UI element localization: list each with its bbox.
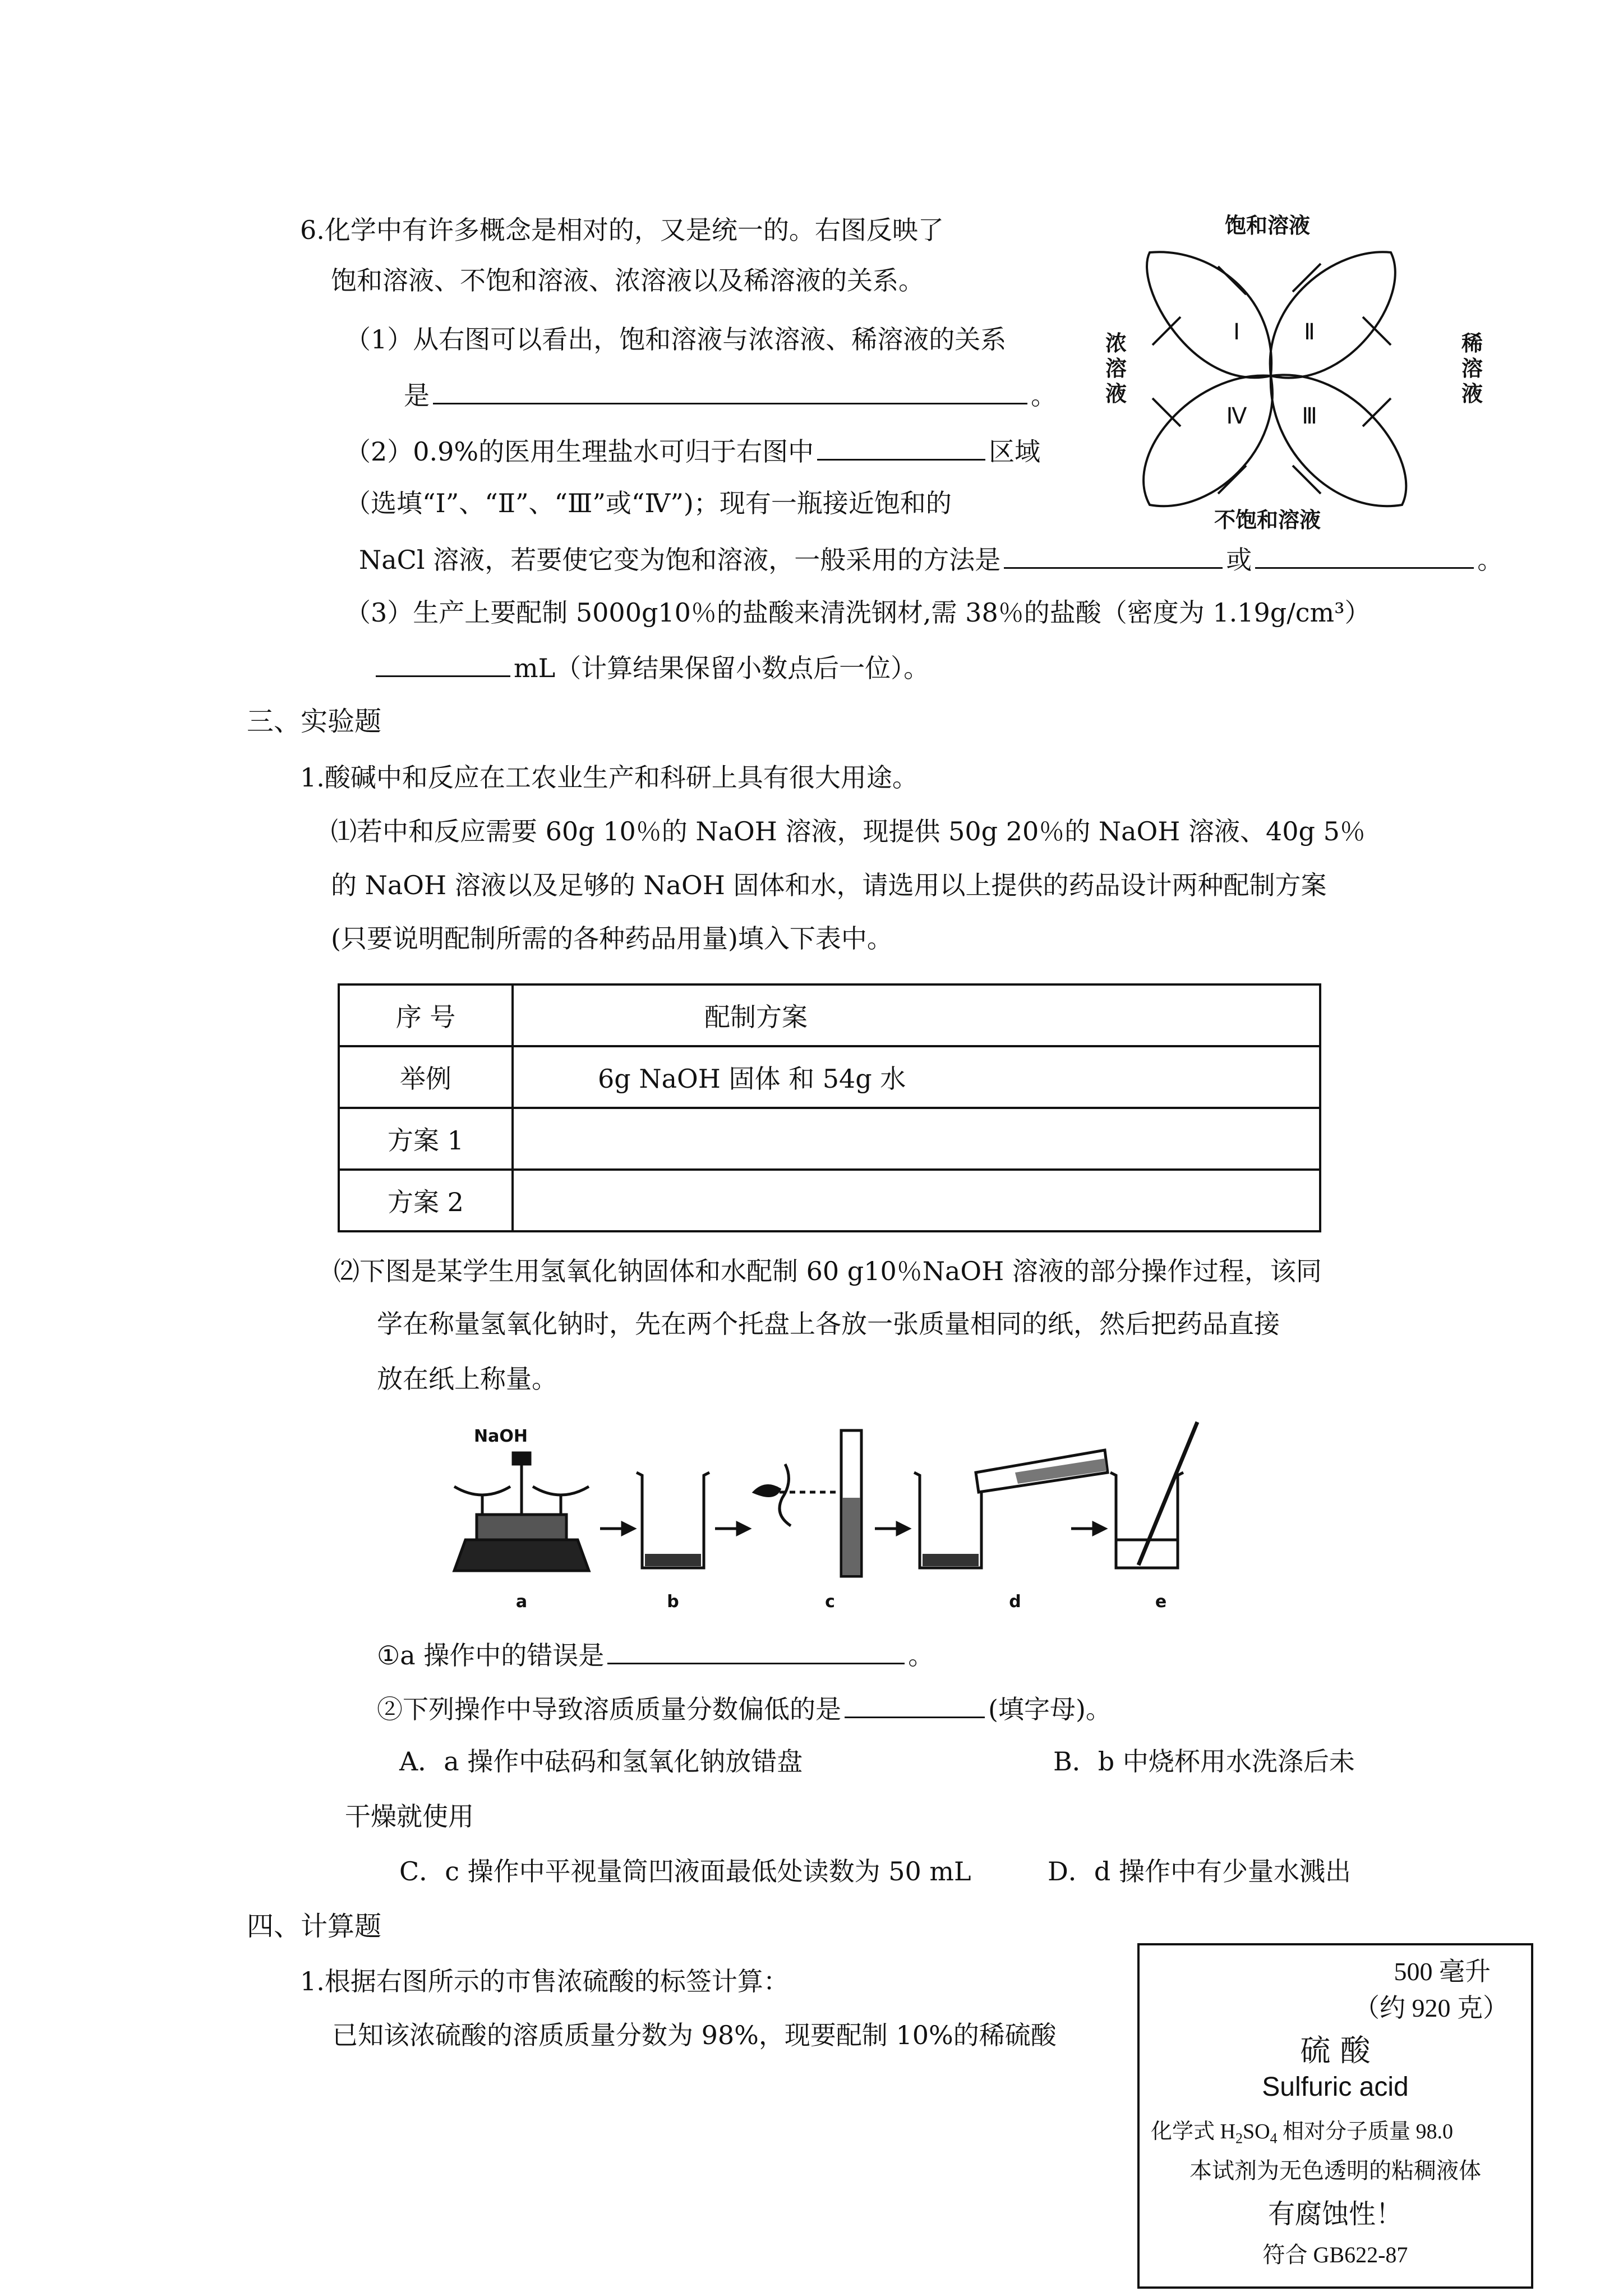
formula-subscript: 2: [1235, 2130, 1243, 2147]
molar-mass-text: 相对分子质量 98.0: [1277, 2120, 1454, 2143]
formula-text: SO: [1242, 2120, 1270, 2143]
answer-blank-region[interactable]: [817, 433, 985, 461]
glass-rod: [1138, 1422, 1197, 1565]
table-cell-index: 方案 2: [339, 1170, 513, 1231]
question-b-lower: [377, 1691, 1112, 1726]
label-formula: [1151, 2114, 1453, 2147]
weight: [513, 1453, 530, 1464]
region-2-label: Ⅱ: [1304, 319, 1315, 345]
q6-part2-line2: （选填“Ⅰ”、“Ⅱ”、“Ⅲ”或“Ⅳ”)；现有一瓶接近饱和的: [345, 488, 952, 518]
sec3-q1-part1-line2: 的 NaOH 溶液以及足够的 NaOH 固体和水，请选用以上提供的药品设计两种配制方案: [331, 870, 1327, 900]
tick-top-left: [1218, 266, 1246, 295]
table-header-plan: 配制方案: [513, 984, 1320, 1046]
balance-base: [454, 1540, 589, 1571]
table-row: [339, 1046, 1320, 1108]
arrow-d-e: [1094, 1523, 1105, 1534]
petal-upper-right: [1270, 252, 1395, 378]
label-description: 本试剂为无色透明的粘稠液体: [1189, 2158, 1481, 2184]
q6-line2: 饱和溶液、不饱和溶液、浓溶液以及稀溶液的关系。: [331, 265, 924, 296]
figure-label-a: a: [515, 1592, 528, 1612]
tick-left-lower: [1152, 398, 1181, 426]
q6-method-prefix: NaCl 溶液，若要使它变为饱和溶液，一般采用的方法是: [359, 545, 1001, 575]
figure-label-b: b: [667, 1592, 679, 1612]
sec4-q1: 1.根据右图所示的市售浓硫酸的标签计算：: [300, 1966, 789, 1996]
table-row: [339, 1170, 1320, 1231]
plan-table: [338, 983, 1321, 1232]
diagram-label-right-1: 稀: [1461, 331, 1483, 356]
eye-figure: [754, 1486, 780, 1496]
q6-method-or: 或: [1226, 545, 1252, 575]
label-name-en: Sulfuric acid: [1262, 2072, 1409, 2102]
question-b-suffix: (填字母)。: [988, 1694, 1112, 1724]
table-cell-plan-answer[interactable]: [513, 1108, 1320, 1170]
arrow-c-d: [897, 1523, 909, 1534]
petal-upper-left: [1147, 252, 1271, 378]
q6-part3-line2: [376, 650, 929, 685]
answer-blank-error[interactable]: [607, 1637, 905, 1664]
face-profile: [780, 1464, 791, 1526]
section-4-heading: 四、计算题: [247, 1911, 382, 1942]
arrow-b-c: [737, 1523, 749, 1534]
q6-part2-prefix: （2）0.9%的医用生理盐水可归于右图中: [345, 436, 814, 467]
solution-relationship-diagram: [1099, 213, 1492, 533]
option-d: D．d 操作中有少量水溅出: [1048, 1856, 1351, 1887]
answer-blank-letters[interactable]: [845, 1691, 985, 1718]
arrow-a-b: [623, 1523, 634, 1534]
q6-part1-line1: （1）从右图可以看出，饱和溶液与浓溶液、稀溶液的关系: [345, 324, 1007, 355]
region-1-label: Ⅰ: [1233, 319, 1240, 345]
figure-label-c: c: [825, 1592, 835, 1612]
diagram-label-left-1: 浓: [1105, 331, 1127, 356]
question-b-prefix: ②下列操作中导致溶质质量分数偏低的是: [377, 1694, 841, 1724]
question-a-suffix: 。: [908, 1640, 934, 1671]
sec3-q1-part1-line1: ⑴若中和反应需要 60g 10％的 NaOH 溶液，现提供 50g 20％的 NaOH 溶液、40g 5％: [331, 816, 1366, 846]
petal-lower-right: [1271, 375, 1407, 506]
option-c: C．c 操作中平视量筒凹液面最低处读数为 50 mL: [399, 1856, 971, 1887]
balance-left-pan: [454, 1487, 510, 1495]
petal-lower-left: [1144, 376, 1272, 507]
table-header-index: 序 号: [339, 984, 513, 1046]
sulfuric-acid-label: [1137, 1943, 1533, 2289]
label-standard: 符合 GB622-87: [1262, 2242, 1408, 2267]
diagram-label-left-2: 溶: [1105, 356, 1127, 381]
sec3-q1-part2-line1: ⑵下图是某学生用氢氧化钠固体和水配制 60 g10％NaOH 溶液的部分操作过程，该同: [334, 1256, 1322, 1286]
figure-label-e: e: [1155, 1592, 1167, 1612]
tick-right-upper: [1363, 317, 1391, 345]
tick-top-right: [1293, 264, 1321, 292]
lab-operations-figure: [443, 1419, 1239, 1616]
option-b-continued: 干燥就使用: [345, 1801, 474, 1832]
diagram-label-right-3: 液: [1461, 381, 1483, 406]
q6-part1-prefix: 是: [404, 380, 430, 411]
sec3-q1-part2-line2: 学在称量氢氧化钠时，先在两个托盘上各放一张质量相同的纸，然后把药品直接: [377, 1309, 1280, 1339]
answer-blank-relation[interactable]: [433, 377, 1027, 404]
q6-part3-line1: （3）生产上要配制 5000g10％的盐酸来清洗钢材,需 38％的盐酸（密度为 1.19g/cm³）: [345, 597, 1371, 628]
label-volume: 500 毫升: [1394, 1957, 1491, 1986]
table-cell-index: 举例: [339, 1046, 513, 1108]
option-b: B．b 中烧杯用水洗涤后未: [1053, 1746, 1355, 1777]
sec3-q1-part1-line3: (只要说明配制所需的各种药品用量)填入下表中。: [331, 923, 893, 954]
formula-text: 化学式 H: [1151, 2120, 1235, 2143]
q6-part2-line3: [359, 541, 1503, 577]
table-cell-plan-answer[interactable]: [513, 1170, 1320, 1231]
beaker-d: [914, 1473, 987, 1568]
diagram-label-bottom: 不饱和溶液: [1214, 508, 1321, 532]
tick-bottom-left: [1218, 466, 1246, 494]
diagram-label-left-3: 液: [1105, 381, 1127, 406]
q6-part2-line1: [345, 433, 1040, 468]
sec3-q1-part2-line3: 放在纸上称量。: [377, 1364, 557, 1394]
beaker-b: [637, 1473, 709, 1568]
q6-part1-suffix: 。: [1031, 380, 1057, 411]
table-row: [339, 1108, 1320, 1170]
region-4-label: Ⅳ: [1226, 403, 1247, 429]
q6-line1: 6.化学中有许多概念是相对的，又是统一的。右图反映了: [300, 215, 944, 245]
q6-part2-suffix: 区域: [989, 436, 1041, 467]
label-name-cn: 硫 酸: [1300, 2033, 1371, 2068]
naoh-label: NaOH: [474, 1427, 528, 1446]
option-a: A．a 操作中砝码和氢氧化钠放错盘: [399, 1746, 803, 1777]
balance-body: [477, 1515, 566, 1540]
question-a-prefix: ①a 操作中的错误是: [377, 1640, 605, 1671]
region-3-label: Ⅲ: [1302, 403, 1317, 429]
sec4-q1-line2: 已知该浓硫酸的溶质质量分数为 98%，现要配制 10%的稀硫酸: [332, 2020, 1057, 2050]
label-warning: 有腐蚀性！: [1267, 2198, 1403, 2230]
q6-method-suffix: 。: [1477, 545, 1504, 575]
question-a-error: [377, 1637, 934, 1672]
table-cell-index: 方案 1: [339, 1108, 513, 1170]
sec3-q1: 1.酸碱中和反应在工农业生产和科研上具有很大用途。: [300, 762, 918, 793]
answer-blank-method2[interactable]: [1255, 541, 1474, 569]
balance-figure: [454, 1453, 589, 1571]
figure-label-d: d: [1009, 1592, 1021, 1612]
diagram-label-right-2: 溶: [1461, 356, 1483, 381]
table-cell-plan: 6g NaOH 固体 和 54g 水: [513, 1046, 1320, 1108]
diagram-label-top: 饱和溶液: [1224, 213, 1311, 238]
balance-right-pan: [533, 1487, 589, 1495]
table-header-row: [339, 984, 1320, 1046]
q6-part1-line2: [404, 377, 1057, 412]
label-mass: （约 920 克）: [1354, 1994, 1509, 2022]
formula-subscript: 4: [1270, 2130, 1278, 2147]
q6-part3-suffix: mL（计算结果保留小数点后一位）。: [514, 653, 930, 683]
answer-blank-method1[interactable]: [1004, 541, 1223, 569]
section-3-heading: 三、实验题: [247, 706, 382, 737]
answer-blank-volume[interactable]: [376, 650, 510, 677]
